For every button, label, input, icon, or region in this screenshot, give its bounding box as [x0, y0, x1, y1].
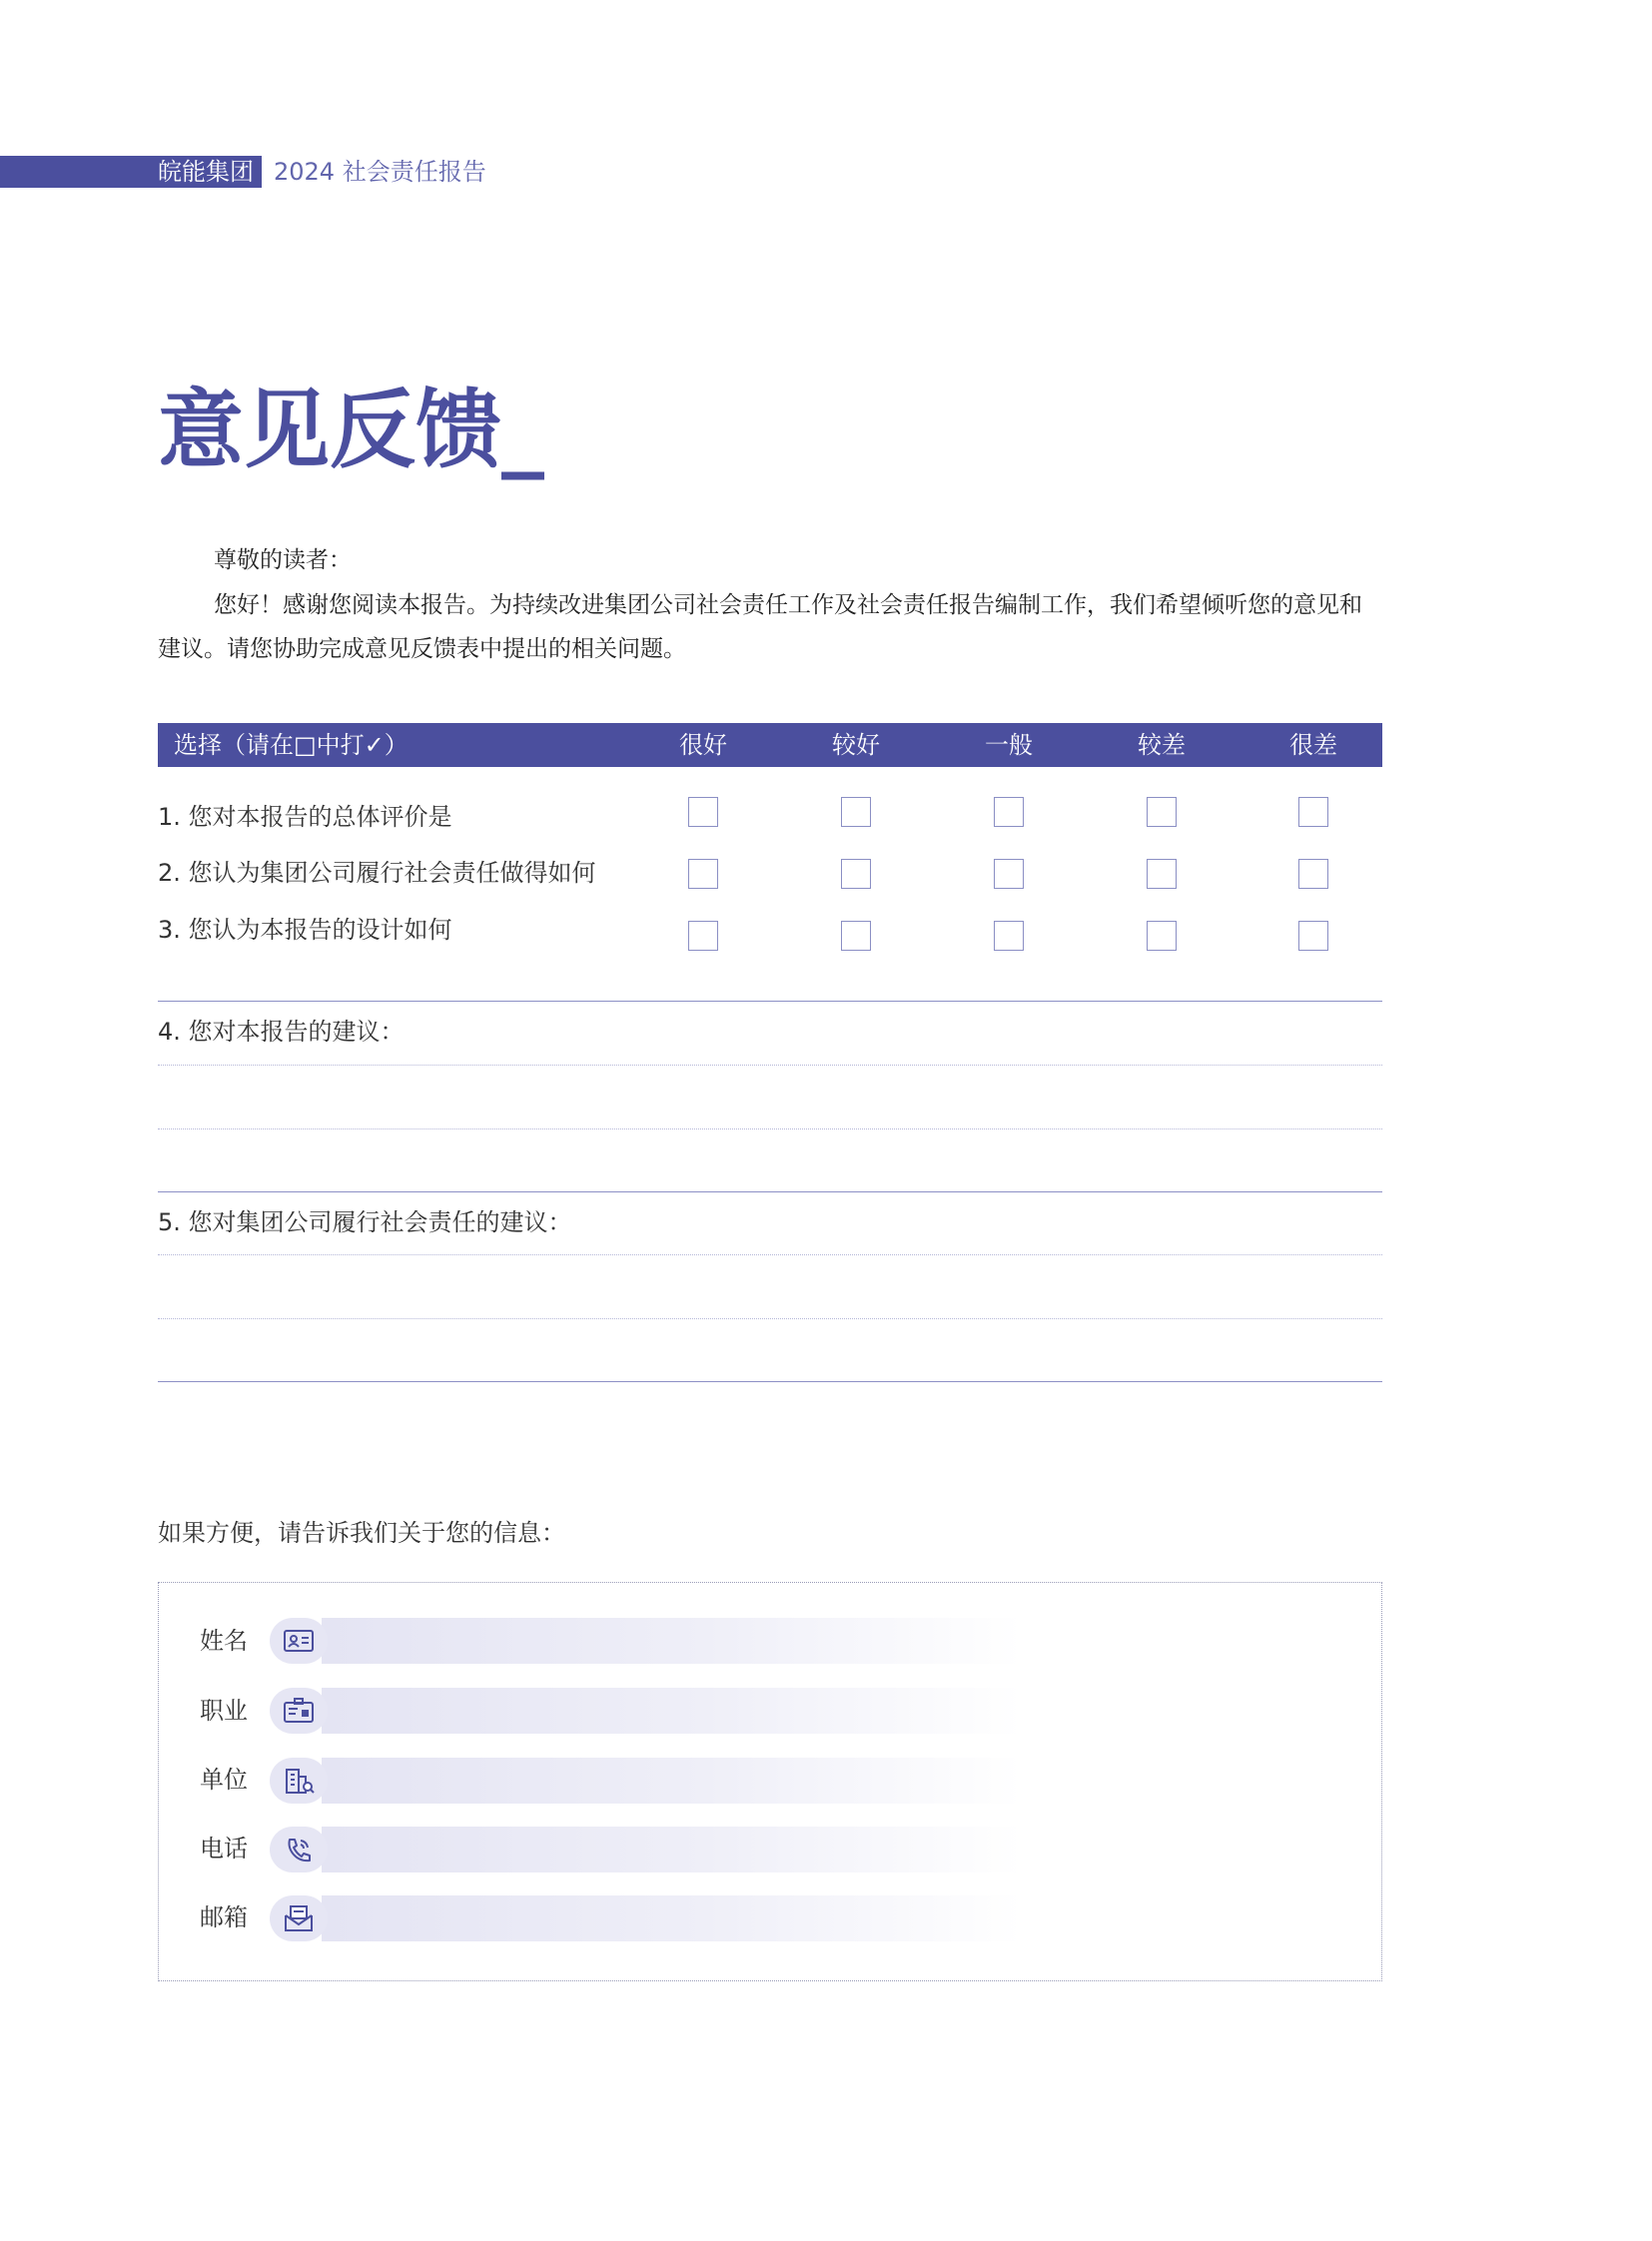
- checkbox-q3-poor[interactable]: [1147, 921, 1177, 951]
- email-label: 邮箱: [200, 1903, 248, 1931]
- checkbox-q2-very-good[interactable]: [688, 859, 718, 889]
- column-very-poor: 很差: [1289, 731, 1337, 759]
- checkbox-q2-very-poor[interactable]: [1298, 859, 1328, 889]
- checkbox-q1-poor[interactable]: [1147, 797, 1177, 827]
- divider: [158, 1381, 1382, 1382]
- id-card-icon: [270, 1618, 328, 1664]
- building-icon: [270, 1758, 328, 1804]
- page-title: 意见反馈_: [158, 379, 544, 480]
- dotted-line: [158, 1318, 1382, 1319]
- occupation-label: 职业: [200, 1697, 248, 1725]
- suggestion-4-input[interactable]: [158, 1069, 1382, 1178]
- suggestion-4-label: 4. 您对本报告的建议：: [158, 1018, 405, 1046]
- checkbox-q1-very-poor[interactable]: [1298, 797, 1328, 827]
- suggestion-5-label: 5. 您对集团公司履行社会责任的建议：: [158, 1208, 572, 1236]
- question-1: 1. 您对本报告的总体评价是: [158, 803, 452, 831]
- company-name: 皖能集团: [158, 158, 254, 186]
- salutation: 尊敬的读者：: [214, 547, 352, 573]
- checkbox-q1-average[interactable]: [994, 797, 1024, 827]
- organization-label: 单位: [200, 1766, 248, 1794]
- checkbox-q1-good[interactable]: [841, 797, 871, 827]
- checkbox-q3-very-poor[interactable]: [1298, 921, 1328, 951]
- checkbox-q3-very-good[interactable]: [688, 921, 718, 951]
- checkbox-q2-good[interactable]: [841, 859, 871, 889]
- question-2: 2. 您认为集团公司履行社会责任做得如何: [158, 859, 596, 887]
- name-input[interactable]: [322, 1618, 1021, 1664]
- phone-label: 电话: [200, 1835, 248, 1863]
- report-title: 2024 社会责任报告: [274, 158, 486, 186]
- dotted-line: [158, 1128, 1382, 1129]
- email-input[interactable]: [322, 1895, 1021, 1941]
- divider: [158, 1191, 1382, 1192]
- choice-header: 选择（请在□中打✓）: [174, 731, 409, 759]
- occupation-input[interactable]: [322, 1688, 1021, 1734]
- checkbox-q1-very-good[interactable]: [688, 797, 718, 827]
- intro-text: 您好！感谢您阅读本报告。为持续改进集团公司社会责任工作及社会责任报告编制工作，我们希望倾听您的意见和建议。请您协助完成意见反馈表中提出的相关问题。: [158, 592, 1362, 662]
- question-3: 3. 您认为本报告的设计如何: [158, 916, 452, 944]
- phone-icon: [270, 1827, 328, 1872]
- mail-icon: [270, 1895, 328, 1941]
- dotted-line: [158, 1254, 1382, 1255]
- phone-input[interactable]: [322, 1827, 1021, 1872]
- column-good: 较好: [832, 731, 880, 759]
- name-label: 姓名: [200, 1627, 248, 1655]
- dotted-line: [158, 1065, 1382, 1066]
- suggestion-5-input[interactable]: [158, 1258, 1382, 1368]
- organization-input[interactable]: [322, 1758, 1021, 1804]
- column-poor: 较差: [1138, 731, 1186, 759]
- divider: [158, 1001, 1382, 1002]
- checkbox-q2-poor[interactable]: [1147, 859, 1177, 889]
- checkbox-q3-average[interactable]: [994, 921, 1024, 951]
- checkbox-q3-good[interactable]: [841, 921, 871, 951]
- column-average: 一般: [985, 731, 1033, 759]
- info-prompt: 如果方便，请告诉我们关于您的信息：: [158, 1519, 565, 1547]
- checkbox-q2-average[interactable]: [994, 859, 1024, 889]
- column-very-good: 很好: [679, 731, 727, 759]
- badge-icon: [270, 1688, 328, 1734]
